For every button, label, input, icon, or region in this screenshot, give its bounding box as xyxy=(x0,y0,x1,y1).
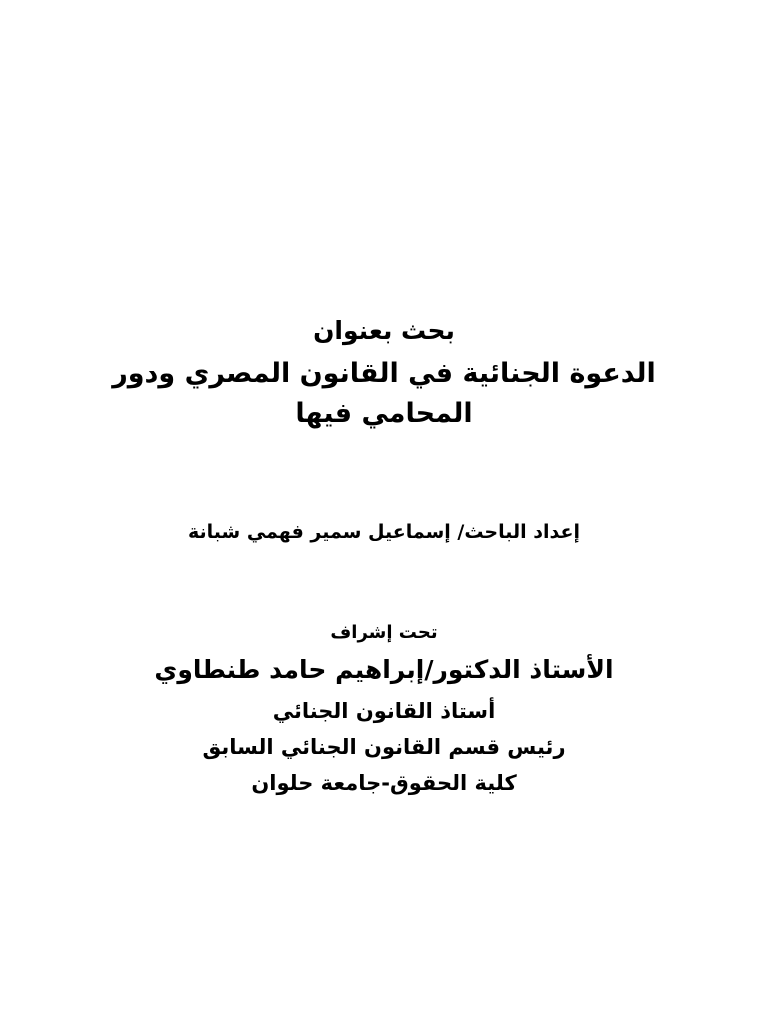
supervisor-former-position: رئيس قسم القانون الجنائي السابق xyxy=(202,735,566,759)
research-title-line-2: المحامي فيها xyxy=(295,398,473,429)
author-line: إعداد الباحث/ إسماعيل سمير فهمي شبانة xyxy=(187,521,581,543)
title-label: بحث بعنوان xyxy=(313,316,455,345)
research-title-line-1: الدعوة الجنائية في القانون المصري ودور xyxy=(112,358,656,389)
supervisor-name: الأستاذ الدكتور/إبراهيم حامد طنطاوي xyxy=(154,655,614,684)
supervisor-position: أستاذ القانون الجنائي xyxy=(272,699,496,723)
supervision-label: تحت إشراف xyxy=(330,622,438,643)
supervisor-institution: كلية الحقوق-جامعة حلوان xyxy=(251,771,517,795)
